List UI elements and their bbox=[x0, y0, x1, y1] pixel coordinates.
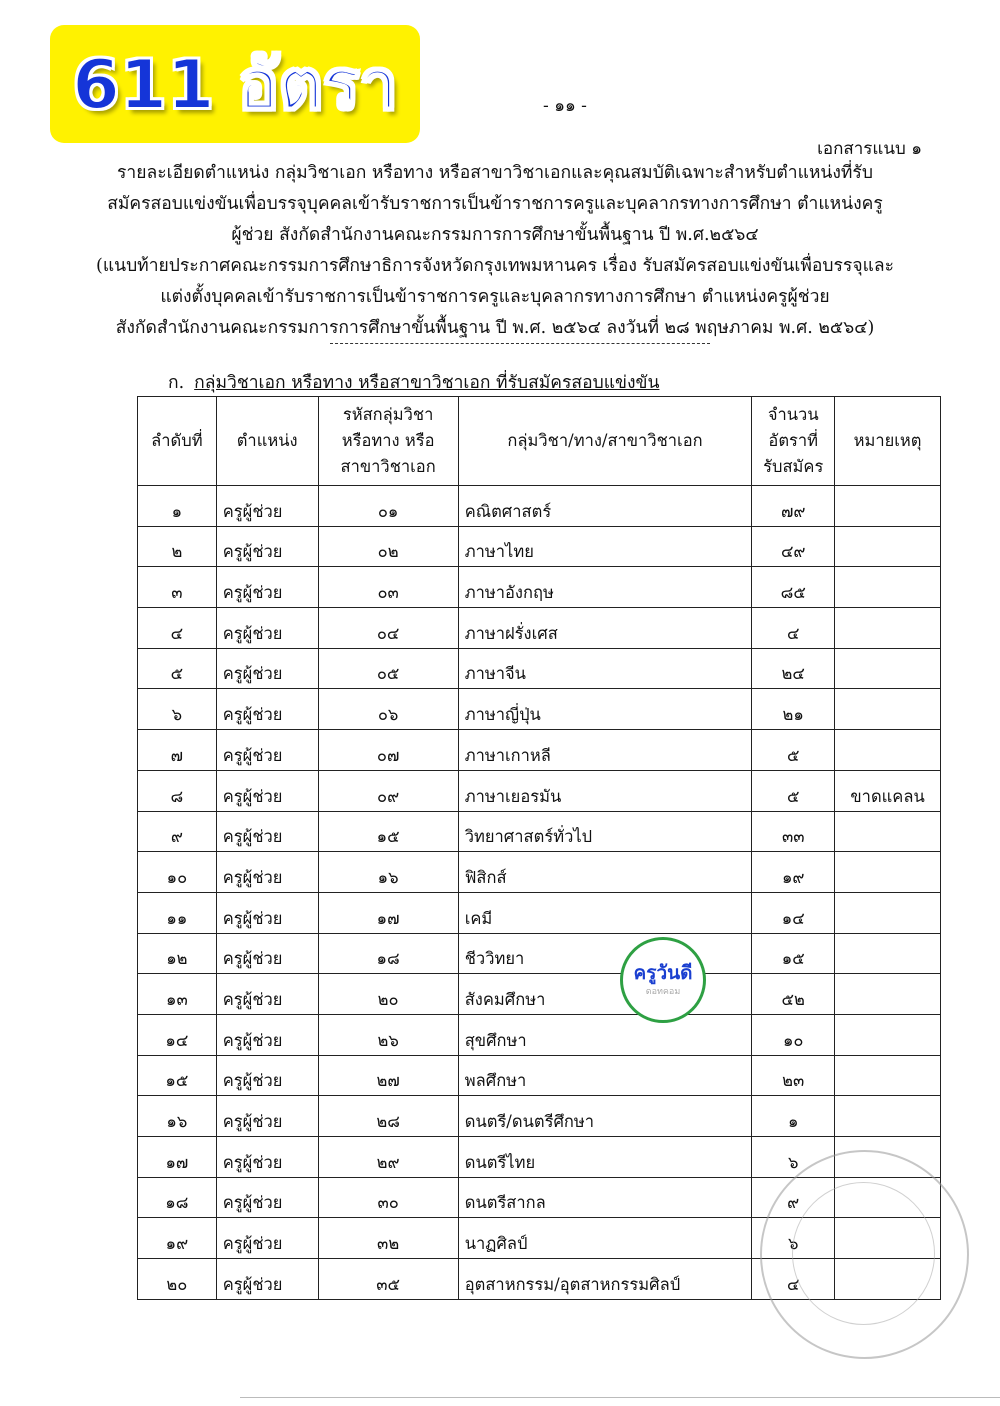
cell-subject: อุตสาหกรรม/อุตสาหกรรมศิลป์ bbox=[458, 1259, 752, 1300]
cell-position: ครูผู้ช่วย bbox=[216, 1055, 318, 1096]
cell-position: ครูผู้ช่วย bbox=[216, 608, 318, 649]
section-prefix: ก. bbox=[168, 373, 185, 393]
table-row bbox=[138, 648, 941, 689]
cell-subject: ดนตรีสากล bbox=[458, 1177, 752, 1218]
cell-position: ครูผู้ช่วย bbox=[216, 730, 318, 771]
cell-subject: ภาษาเยอรมัน bbox=[458, 770, 752, 811]
cell-count: ๓๓ bbox=[752, 811, 835, 852]
header-subject: กลุ่มวิชา/ทาง/สาขาวิชาเอก bbox=[458, 397, 752, 486]
table-row bbox=[138, 933, 941, 974]
cell-subject: ชีววิทยา bbox=[458, 933, 752, 974]
cell-count: ๙ bbox=[752, 1177, 835, 1218]
cell-code: ๐๖ bbox=[318, 689, 458, 730]
cell-code: ๐๔ bbox=[318, 608, 458, 649]
header-count-line: รับสมัคร bbox=[763, 457, 824, 476]
cell-position: ครูผู้ช่วย bbox=[216, 852, 318, 893]
cell-note bbox=[835, 567, 941, 608]
cell-subject: ภาษาจีน bbox=[458, 648, 752, 689]
cell-subject: ภาษาญี่ปุ่น bbox=[458, 689, 752, 730]
watermark-text: ครูวันดี bbox=[633, 961, 693, 984]
table-row bbox=[138, 770, 941, 811]
cell-count: ๘๕ bbox=[752, 567, 835, 608]
table-row bbox=[138, 526, 941, 567]
cell-no: ๔ bbox=[138, 608, 217, 649]
cell-note bbox=[835, 852, 941, 893]
cell-code: ๑๘ bbox=[318, 933, 458, 974]
table-row bbox=[138, 730, 941, 771]
cell-code: ๓๒ bbox=[318, 1218, 458, 1259]
cell-count: ๒๑ bbox=[752, 689, 835, 730]
cell-position: ครูผู้ช่วย bbox=[216, 1096, 318, 1137]
cell-subject: สังคมศึกษา bbox=[458, 974, 752, 1015]
table-row bbox=[138, 811, 941, 852]
cell-note bbox=[835, 892, 941, 933]
table-row bbox=[138, 689, 941, 730]
cell-note bbox=[835, 811, 941, 852]
cell-code: ๐๗ bbox=[318, 730, 458, 771]
header-code-line: สาขาวิชาเอก bbox=[340, 457, 436, 476]
table-row bbox=[138, 974, 941, 1015]
cell-count: ๑๔ bbox=[752, 892, 835, 933]
cell-subject: วิทยาศาสตร์ทั่วไป bbox=[458, 811, 752, 852]
heading-line: รายละเอียดตำแหน่ง กลุ่มวิชาเอก หรือทาง หรือสาขาวิชาเอกและคุณสมบัติเฉพาะสำหรับตำแหน่งที่รับ bbox=[117, 163, 873, 183]
cell-count: ๑ bbox=[752, 1096, 835, 1137]
watermark-subtext: ดอทคอม bbox=[645, 986, 681, 997]
cell-no: ๑๑ bbox=[138, 892, 217, 933]
cell-count: ๖ bbox=[752, 1218, 835, 1259]
cell-subject: ดนตรี/ดนตรีศึกษา bbox=[458, 1096, 752, 1137]
cell-count: ๖ bbox=[752, 1137, 835, 1178]
dashed-separator bbox=[330, 343, 710, 344]
cell-position: ครูผู้ช่วย bbox=[216, 567, 318, 608]
cell-position: ครูผู้ช่วย bbox=[216, 974, 318, 1015]
header-code-line: หรือทาง หรือ bbox=[341, 431, 435, 450]
header-count-line: จำนวน bbox=[767, 405, 819, 424]
heading-line: สังกัดสำนักงานคณะกรรมการการศึกษาขั้นพื้นฐาน ปี พ.ศ. ๒๕๖๔ ลงวันที่ ๒๘ พฤษภาคม พ.ศ. ๒๕๖๔) bbox=[115, 318, 875, 338]
cell-no: ๘ bbox=[138, 770, 217, 811]
cell-position: ครูผู้ช่วย bbox=[216, 933, 318, 974]
cell-code: ๐๕ bbox=[318, 648, 458, 689]
cell-no: ๑๕ bbox=[138, 1055, 217, 1096]
cell-count: ๑๕ bbox=[752, 933, 835, 974]
cell-count: ๕๒ bbox=[752, 974, 835, 1015]
table-row bbox=[138, 608, 941, 649]
cell-subject: เคมี bbox=[458, 892, 752, 933]
cell-note bbox=[835, 689, 941, 730]
table-row bbox=[138, 1014, 941, 1055]
document-heading bbox=[90, 158, 900, 344]
header-position: ตำแหน่ง bbox=[216, 397, 318, 486]
header-code bbox=[318, 397, 458, 486]
cell-note bbox=[835, 933, 941, 974]
cell-position: ครูผู้ช่วย bbox=[216, 811, 318, 852]
cell-position: ครูผู้ช่วย bbox=[216, 1177, 318, 1218]
cell-count: ๒๔ bbox=[752, 648, 835, 689]
cell-count: ๔๙ bbox=[752, 526, 835, 567]
cell-position: ครูผู้ช่วย bbox=[216, 1137, 318, 1178]
cell-position: ครูผู้ช่วย bbox=[216, 1218, 318, 1259]
cell-count: ๑๐ bbox=[752, 1014, 835, 1055]
cell-position: ครูผู้ช่วย bbox=[216, 689, 318, 730]
cell-note bbox=[835, 648, 941, 689]
cell-code: ๒๗ bbox=[318, 1055, 458, 1096]
table-header-row bbox=[138, 397, 941, 486]
cell-count: ๗๙ bbox=[752, 486, 835, 527]
cell-count: ๑๙ bbox=[752, 852, 835, 893]
cell-no: ๑๐ bbox=[138, 852, 217, 893]
watermark-logo bbox=[620, 937, 706, 1023]
cell-no: ๓ bbox=[138, 567, 217, 608]
cell-count: ๔ bbox=[752, 1259, 835, 1300]
cell-code: ๑๕ bbox=[318, 811, 458, 852]
cell-subject: ภาษาไทย bbox=[458, 526, 752, 567]
header-count-line: อัตราที่ bbox=[768, 431, 819, 450]
cell-code: ๒๘ bbox=[318, 1096, 458, 1137]
cell-subject: ฟิสิกส์ bbox=[458, 852, 752, 893]
table-row bbox=[138, 1096, 941, 1137]
cell-subject: ดนตรีไทย bbox=[458, 1137, 752, 1178]
page-number: - ๑๑ - bbox=[543, 96, 587, 116]
cell-no: ๕ bbox=[138, 648, 217, 689]
cell-code: ๐๒ bbox=[318, 526, 458, 567]
table-row bbox=[138, 567, 941, 608]
cell-no: ๑ bbox=[138, 486, 217, 527]
cell-code: ๒๙ bbox=[318, 1137, 458, 1178]
footer-rule bbox=[240, 1397, 1000, 1398]
cell-count: ๕ bbox=[752, 770, 835, 811]
table-row bbox=[138, 852, 941, 893]
cell-note bbox=[835, 486, 941, 527]
cell-no: ๑๙ bbox=[138, 1218, 217, 1259]
cell-code: ๓๐ bbox=[318, 1177, 458, 1218]
cell-position: ครูผู้ช่วย bbox=[216, 526, 318, 567]
cell-subject: สุขศึกษา bbox=[458, 1014, 752, 1055]
cell-note: ขาดแคลน bbox=[835, 770, 941, 811]
section-title bbox=[168, 368, 659, 396]
cell-subject: พลศึกษา bbox=[458, 1055, 752, 1096]
cell-no: ๑๘ bbox=[138, 1177, 217, 1218]
cell-subject: คณิตศาสตร์ bbox=[458, 486, 752, 527]
cell-note bbox=[835, 1055, 941, 1096]
cell-no: ๗ bbox=[138, 730, 217, 771]
attachment-label: เอกสารแนบ ๑ bbox=[817, 139, 922, 159]
official-seal-stamp bbox=[760, 1150, 969, 1359]
heading-line: สมัครสอบแข่งขันเพื่อบรรจุบุคคลเข้ารับราชการเป็นข้าราชการครูและบุคลากรทางการศึกษา ตำแหน่งครู bbox=[107, 194, 883, 214]
cell-no: ๑๒ bbox=[138, 933, 217, 974]
cell-subject: ภาษาเกาหลี bbox=[458, 730, 752, 771]
cell-position: ครูผู้ช่วย bbox=[216, 1014, 318, 1055]
table-row bbox=[138, 486, 941, 527]
cell-note bbox=[835, 608, 941, 649]
cell-count: ๔ bbox=[752, 608, 835, 649]
badge-text: 611 อัตรา bbox=[72, 46, 398, 125]
table-row bbox=[138, 1055, 941, 1096]
cell-note bbox=[835, 526, 941, 567]
cell-code: ๓๕ bbox=[318, 1259, 458, 1300]
cell-count: ๕ bbox=[752, 730, 835, 771]
header-code-line: รหัสกลุ่มวิชา bbox=[342, 405, 434, 424]
cell-code: ๐๙ bbox=[318, 770, 458, 811]
rate-count-badge bbox=[50, 25, 420, 143]
heading-line: ผู้ช่วย สังกัดสำนักงานคณะกรรมการการศึกษาขั้นพื้นฐาน ปี พ.ศ.๒๕๖๔ bbox=[231, 225, 759, 245]
cell-code: ๒๖ bbox=[318, 1014, 458, 1055]
cell-position: ครูผู้ช่วย bbox=[216, 486, 318, 527]
table-row bbox=[138, 892, 941, 933]
cell-note bbox=[835, 1014, 941, 1055]
cell-no: ๒๐ bbox=[138, 1259, 217, 1300]
cell-code: ๐๓ bbox=[318, 567, 458, 608]
cell-no: ๖ bbox=[138, 689, 217, 730]
cell-note bbox=[835, 1096, 941, 1137]
cell-subject: ภาษาอังกฤษ bbox=[458, 567, 752, 608]
section-heading: กลุ่มวิชาเอก หรือทาง หรือสาขาวิชาเอก ที่รับสมัครสอบแข่งขัน bbox=[194, 373, 660, 393]
heading-line: แต่งตั้งบุคคลเข้ารับราชการเป็นข้าราชการครูและบุคลากรทางการศึกษา ตำแหน่งครูผู้ช่วย bbox=[160, 287, 830, 307]
cell-position: ครูผู้ช่วย bbox=[216, 892, 318, 933]
cell-no: ๑๗ bbox=[138, 1137, 217, 1178]
header-no: ลำดับที่ bbox=[138, 397, 217, 486]
cell-no: ๙ bbox=[138, 811, 217, 852]
cell-position: ครูผู้ช่วย bbox=[216, 770, 318, 811]
cell-code: ๑๖ bbox=[318, 852, 458, 893]
cell-code: ๑๗ bbox=[318, 892, 458, 933]
header-count bbox=[752, 397, 835, 486]
cell-position: ครูผู้ช่วย bbox=[216, 1259, 318, 1300]
cell-code: ๒๐ bbox=[318, 974, 458, 1015]
cell-no: ๒ bbox=[138, 526, 217, 567]
cell-count: ๒๓ bbox=[752, 1055, 835, 1096]
cell-subject: ภาษาฝรั่งเศส bbox=[458, 608, 752, 649]
heading-line: (แนบท้ายประกาศคณะกรรมการศึกษาธิการจังหวัดกรุงเทพมหานคร เรื่อง รับสมัครสอบแข่งขันเพื่อบรรจุและ bbox=[96, 256, 894, 276]
cell-note bbox=[835, 974, 941, 1015]
cell-note bbox=[835, 730, 941, 771]
cell-subject: นาฏศิลป์ bbox=[458, 1218, 752, 1259]
header-note: หมายเหตุ bbox=[835, 397, 941, 486]
cell-no: ๑๔ bbox=[138, 1014, 217, 1055]
cell-position: ครูผู้ช่วย bbox=[216, 648, 318, 689]
cell-code: ๐๑ bbox=[318, 486, 458, 527]
cell-no: ๑๓ bbox=[138, 974, 217, 1015]
cell-no: ๑๖ bbox=[138, 1096, 217, 1137]
